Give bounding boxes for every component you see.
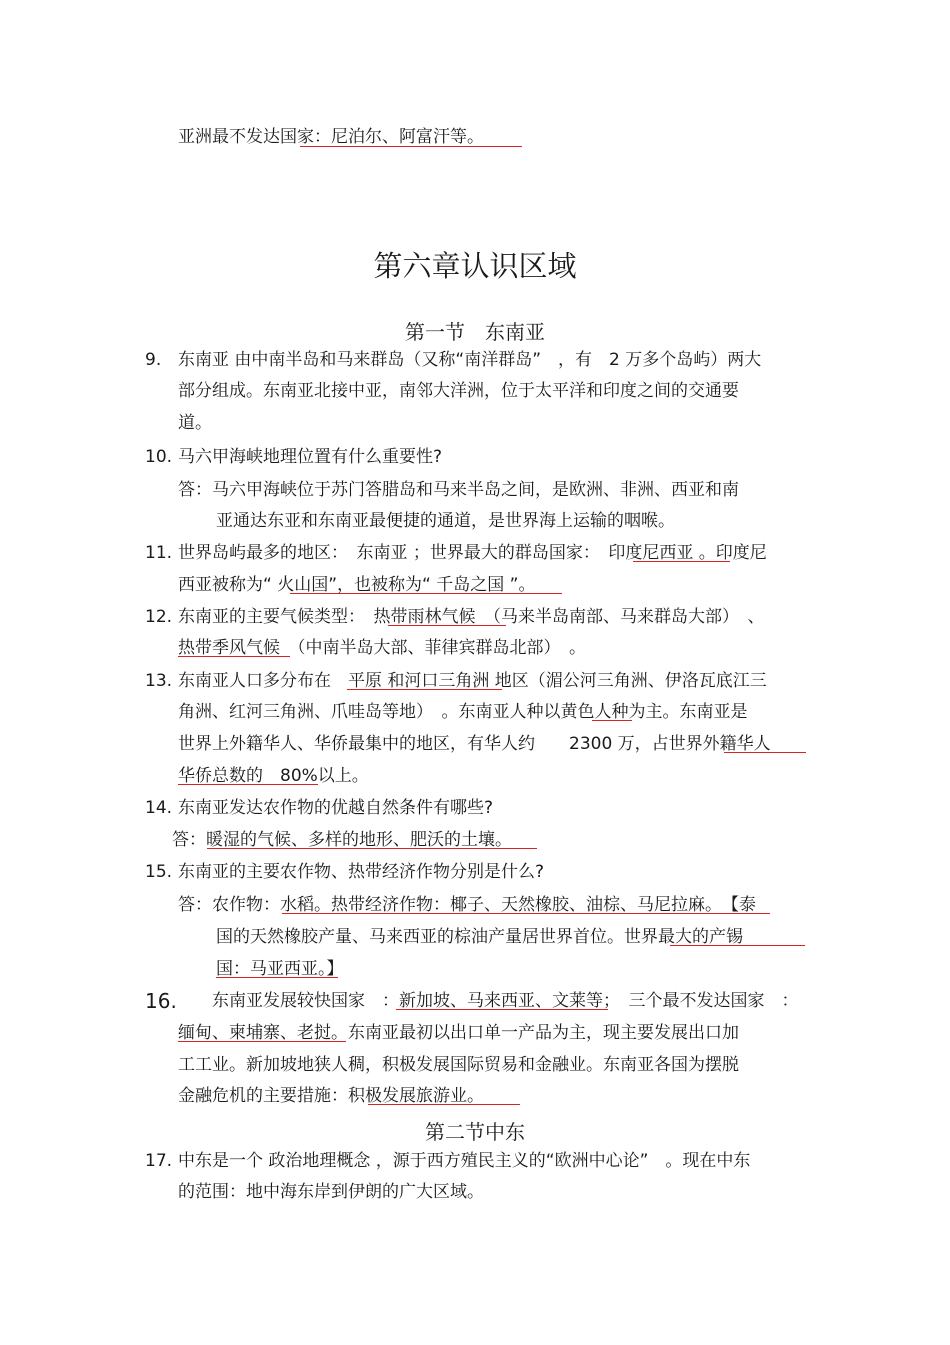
question-text: 东南亚的主要农作物、热带经济作物分别是什么? <box>178 862 545 882</box>
underline-mark <box>592 720 632 721</box>
answer-text: 答：农作物：水稻。热带经济作物：椰子、天然橡胶、油棕、马尼拉麻。 【泰 <box>178 895 756 915</box>
item-number: 9. <box>145 350 162 370</box>
question-text: 中东是一个 政治地理概念 ，源于西方殖民主义的“欧洲中心论” 。现在中东 <box>178 1151 751 1171</box>
item-number: 13. <box>145 671 173 691</box>
question-text: 热带季风气候 （中南半岛大部、菲律宾群岛北部） 。 <box>178 638 586 658</box>
underline-mark <box>290 593 562 594</box>
answer-text: 答：马六甲海峡位于苏门答腊岛和马来半岛之间，是欧洲、非洲、西亚和南 <box>178 480 739 500</box>
item-number: 14. <box>145 798 173 818</box>
underline-mark <box>670 945 805 946</box>
question-text: 东南亚的主要气候类型： 热带雨林气候 （马来半岛南部、马来群岛大部） 、 <box>178 607 765 627</box>
underline-mark <box>282 913 770 914</box>
underline-mark <box>724 752 806 753</box>
answer-text: 国：马亚西亚。】 <box>216 959 344 979</box>
underline-mark <box>388 625 506 626</box>
underline-mark <box>347 689 502 690</box>
item-number: 16. <box>145 989 177 1013</box>
underline-mark <box>216 977 338 978</box>
underline-mark <box>207 848 537 849</box>
question-text: 马六甲海峡地理位置有什么重要性? <box>178 447 443 467</box>
chapter-title: 第六章认识区域 <box>373 249 577 283</box>
question-text: 金融危机的主要措施：积极发展旅游业。 <box>178 1086 484 1106</box>
underline-mark <box>633 561 730 562</box>
question-text: 东南亚人口多分布在 平原 和河口三角洲 地区（湄公河三角洲、伊洛瓦底江三 <box>178 671 767 691</box>
question-text: 世界岛屿最多的地区： 东南亚 ；世界最大的群岛国家： 印度尼西亚 。印度尼 <box>178 543 767 563</box>
question-text: 角洲、红河三角洲、爪哇岛等地） 。东南亚人种以黄色人种为主。东南亚是 <box>178 702 748 722</box>
underline-mark <box>368 1104 520 1105</box>
underline-mark <box>396 1009 608 1010</box>
item-number: 12. <box>145 607 173 627</box>
top-line: 亚洲最不发达国家：尼泊尔、阿富汗等。 <box>178 127 484 147</box>
answer-text: 答：暖湿的气候、多样的地形、肥沃的土壤。 <box>172 830 512 850</box>
item-number: 15. <box>145 862 173 882</box>
question-text: 西亚被称为“ 火山国”，也被称为“ 千岛之国 ”。 <box>178 575 536 595</box>
answer-text: 亚通达东亚和东南亚最便捷的通道，是世界海上运输的咽喉。 <box>216 511 675 531</box>
answer-text: 国的天然橡胶产量、马来西亚的棕油产量居世界首位。世界最大的产锡 <box>216 927 743 947</box>
question-text: 缅甸、柬埔寨、老挝。东南亚最初以出口单一产品为主，现主要发展出口加 <box>178 1023 739 1043</box>
section-title: 第二节中东 <box>425 1120 525 1144</box>
question-text: 东南亚 由中南半岛和马来群岛（又称“南洋群岛” ，有 2 万多个岛屿）两大 <box>178 350 762 370</box>
question-text: 的范围：地中海东岸到伊朗的广大区域。 <box>178 1182 484 1202</box>
question-text: 华侨总数的 80%以上。 <box>178 766 369 786</box>
question-text: 道。 <box>178 413 212 433</box>
question-text: 世界上外籍华人、华侨最集中的地区，有华人约 2300 万，占世界外籍华人 <box>178 734 771 754</box>
item-number: 11. <box>145 543 173 563</box>
question-text: 东南亚发展较快国家 ：新加坡、马来西亚、文莱等； 三个最不发达国家 ： <box>212 991 799 1011</box>
item-number: 17. <box>145 1151 173 1171</box>
section-title: 第一节 东南亚 <box>405 320 545 344</box>
underline-mark <box>178 784 318 785</box>
question-text: 部分组成。东南亚北接中亚，南邻大洋洲，位于太平洋和印度之间的交通要 <box>178 381 739 401</box>
underline-mark <box>178 1041 346 1042</box>
question-text: 工工业。新加坡地狭人稠，积极发展国际贸易和金融业。东南亚各国为摆脱 <box>178 1055 739 1075</box>
question-text: 东南亚发达农作物的优越自然条件有哪些? <box>178 798 494 818</box>
item-number: 10. <box>145 447 173 467</box>
underline-mark <box>300 146 522 147</box>
underline-mark <box>178 656 290 657</box>
